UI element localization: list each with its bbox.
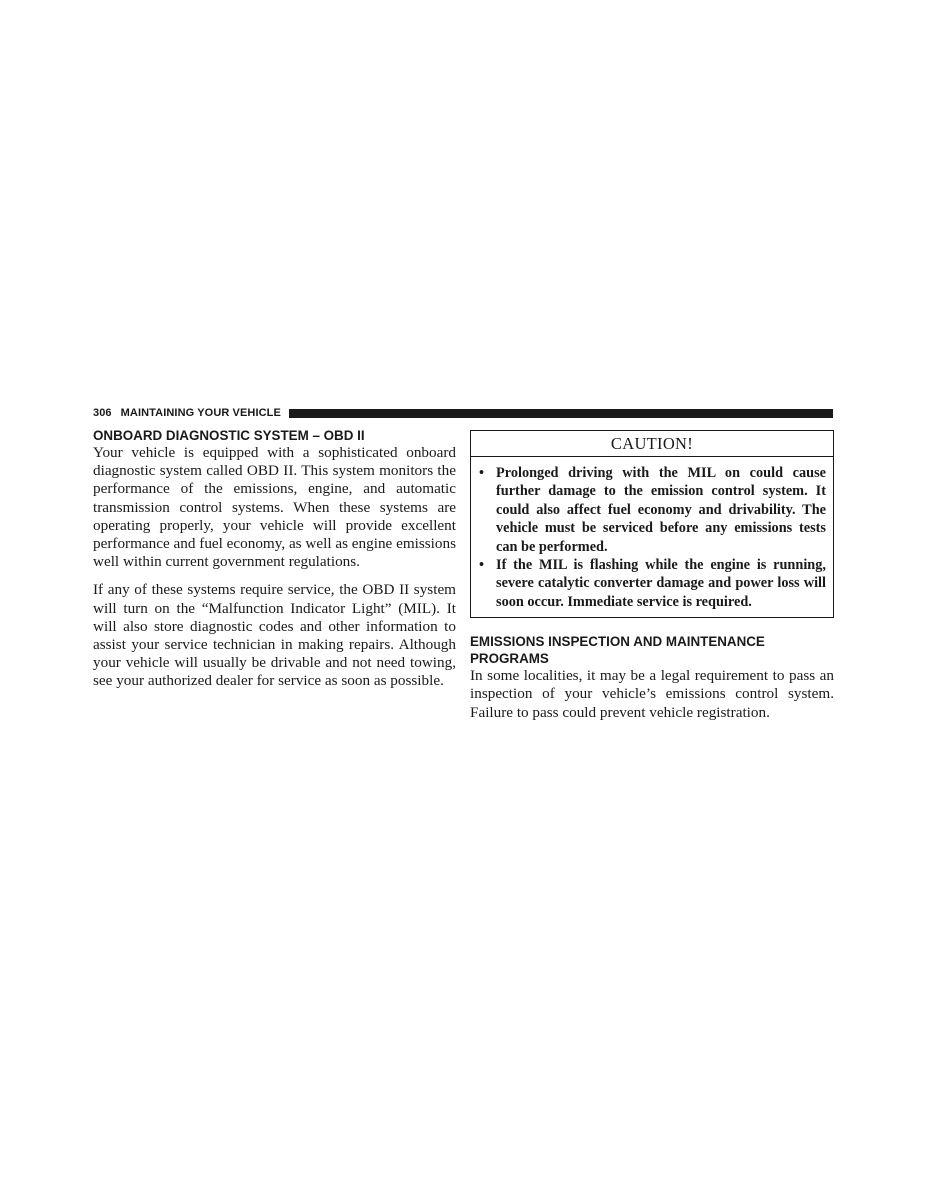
bullet-icon: • [479,557,485,574]
emissions-paragraph: In some localities, it may be a legal requirement to pass an inspection of your vehicle’s emissions control system. Failure to pass could prevent vehicle registration. [470,667,834,721]
caution-item [479,464,826,556]
obd-paragraph-2: If any of these systems require service, the OBD II system will turn on the “Malfunction Indicator Light” (MIL). It will also store diagnostic codes and other information to assist your service technician in making repairs. Although your vehicle will usually be drivable and not need towing, see your authorized dealer for service as soon as possible. [93,581,456,690]
emissions-heading: EMISSIONS INSPECTION AND MAINTENANCE PROGRAMS [470,634,765,667]
right-column [470,430,834,722]
caution-box [470,430,834,618]
caution-item [479,556,826,611]
obd-heading: ONBOARD DIAGNOSTIC SYSTEM – OBD II [93,428,365,443]
obd-paragraph-1: Your vehicle is equipped with a sophisticated onboard diagnostic system called OBD II. This system monitors the performance of the emissions, engine, and automatic transmission control systems. When these systems are operating properly, your vehicle will provide excellent performance and fuel economy, as well as engine emissions well within current government regulations. [93,444,456,571]
left-column [93,427,456,691]
page-number: 306 [93,407,112,419]
section-title: MAINTAINING YOUR VEHICLE [120,407,281,419]
header-rule [289,409,833,418]
caution-item-text: If the MIL is flashing while the engine is running, severe catalytic converter damage and power loss will soon occur. Immediate service is required. [496,557,826,610]
bullet-icon: • [479,465,485,481]
page-header [93,406,833,420]
caution-item-text: Prolonged driving with the MIL on could cause further damage to the emission control system. It could also affect fuel economy and drivability. The vehicle must be serviced before any emissions tests can be performed. [496,465,826,555]
caution-title: CAUTION! [471,431,833,457]
caution-list [471,457,833,617]
